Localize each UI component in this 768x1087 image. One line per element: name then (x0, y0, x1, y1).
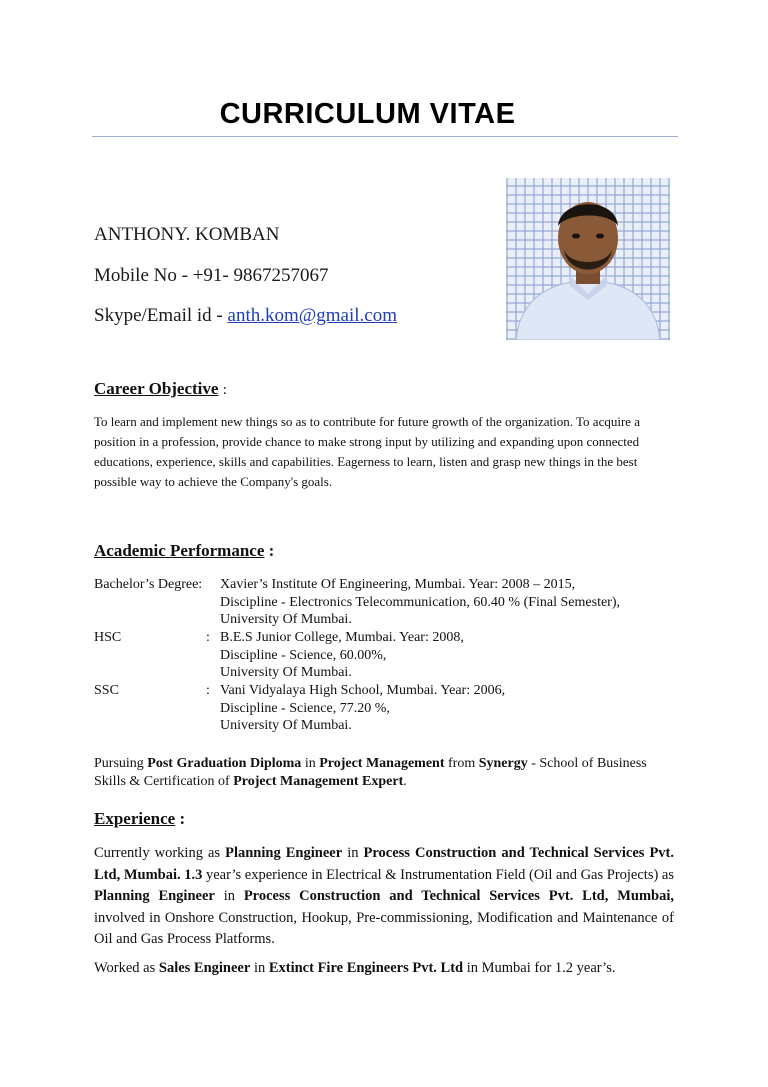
academic-heading (94, 541, 274, 561)
exp1-b3: Planning Engineer (94, 888, 215, 904)
mobile-line (94, 265, 328, 287)
exp1-t4: in (214, 888, 244, 904)
experience-paragraph-1 (94, 843, 674, 951)
exp2-b2: Extinct Fire Engineers Pvt. Ltd (268, 960, 464, 976)
degree-label: Bachelor’s Degree: (94, 577, 203, 592)
mobile-number: +91- 9867257067 (192, 265, 329, 286)
degree-line-1: Xavier’s Institute Of Engineering, Mumbai. Year: 2008 – 2015, (220, 577, 576, 592)
pursuing-t1: Pursuing (94, 756, 148, 771)
degree-line-3: University Of Mumbai. (220, 612, 352, 627)
pursuing-b4: Project Management Expert (233, 774, 404, 789)
profile-photo (506, 178, 670, 340)
exp2-b1: Sales Engineer (158, 960, 251, 976)
pursuing-b1: Post Graduation Diploma (147, 756, 302, 771)
ssc-line-2: Discipline - Science, 77.20 %, (220, 700, 390, 716)
pursuing-t5: . (403, 774, 407, 789)
hsc-line-3: University Of Mumbai. (220, 665, 352, 680)
pursuing-t3: from (444, 756, 479, 771)
email-link[interactable]: anth.kom@gmail.com (227, 305, 397, 326)
hsc-label: HSC (94, 630, 122, 645)
career-objective-colon: : (222, 382, 227, 398)
title-divider (92, 136, 678, 137)
experience-colon: : (179, 809, 186, 828)
exp2-t1: Worked as (94, 960, 159, 976)
degree-line-2: Discipline - Electronics Telecommunication, 60.40 % (Final Semester), (220, 594, 620, 610)
email-line (94, 305, 397, 327)
exp2-t3: in Mumbai for 1.2 year’s. (463, 960, 616, 976)
exp1-t5: involved in Onshore Construction, Hookup, Pre-commissioning, Modification and Maintenance of Oil and Gas Process Platforms. (94, 909, 674, 947)
profile-photo-icon (506, 178, 670, 340)
academic-colon: : (268, 541, 275, 560)
pursuing-b3: Synergy (478, 756, 528, 771)
ssc-line-1: Vani Vidyalaya High School, Mumbai. Year: 2006, (220, 683, 506, 698)
ssc-label: SSC (94, 683, 119, 698)
pursuing-b2: Project Management (319, 756, 445, 771)
pursuing-text (94, 755, 664, 791)
hsc-colon: : (206, 630, 210, 645)
academic-title: Academic Performance (94, 541, 265, 560)
career-objective-text: To learn and implement new things so as to contribute for future growth of the organization. To acquire a position in a profession, provide chance to make strong input by utilizing and expanding upon connected educations, experience, skills and capabilities. Eagerness to learn, listen and grasp new things in the best possible way to achieve the Company's goals. (94, 414, 641, 489)
pursuing-t2: in (301, 756, 320, 771)
page-title: CURRICULUM VITAE (219, 98, 516, 130)
hsc-line-1: B.E.S Junior College, Mumbai. Year: 2008, (220, 630, 464, 645)
career-objective-title: Career Objective (94, 379, 219, 398)
exp1-b1: Planning Engineer (225, 845, 343, 861)
experience-heading (94, 809, 185, 829)
candidate-name: ANTHONY. KOMBAN (94, 224, 280, 245)
mobile-label: Mobile No - (94, 265, 193, 286)
experience-paragraph-2 (94, 958, 674, 980)
exp1-t3: year’s experience in Electrical & Instrumentation Field (Oil and Gas Projects) as (202, 866, 675, 883)
exp2-t2: in (250, 960, 269, 976)
exp1-t1: Currently working as (94, 845, 226, 861)
hsc-line-2: Discipline - Science, 60.00%, (220, 647, 387, 663)
ssc-colon: : (206, 683, 210, 698)
pursuing-t4: - School of Business Skills & Certification of (94, 756, 647, 789)
exp1-b4: Process Construction and Technical Services Pvt. Ltd, Mumbai, (243, 888, 674, 904)
career-objective-heading (94, 379, 227, 399)
ssc-line-3: University Of Mumbai. (220, 718, 352, 733)
exp1-t2: in (342, 845, 364, 861)
experience-title: Experience (94, 809, 176, 828)
email-label: Skype/Email id - (94, 305, 228, 326)
exp1-b2: Process Construction and Technical Services Pvt. Ltd, Mumbai. 1.3 (94, 845, 675, 883)
